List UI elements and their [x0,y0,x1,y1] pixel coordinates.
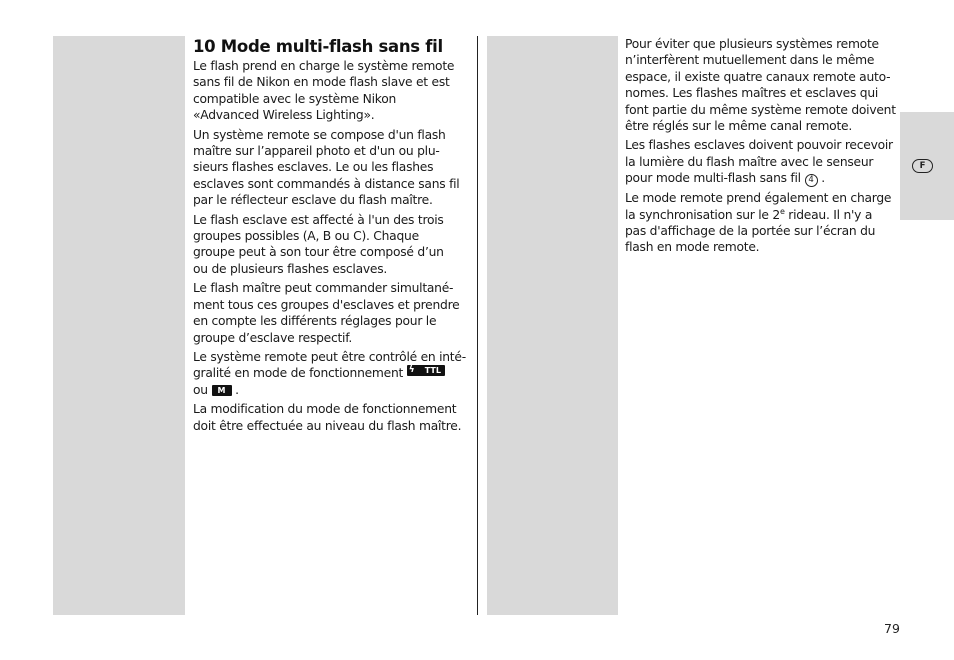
section-title: 10 Mode multi-flash sans fil [193,37,443,56]
text-line: Les flashes esclaves doivent pouvoir recevoir [625,138,893,153]
paragraph [193,127,468,209]
text-line: Pour éviter que plusieurs systèmes remote [625,37,879,51]
text-line: esclaves sont commandés à distance sans fil [193,176,460,191]
text-line: la lumière du flash maître avec le senseur [625,154,874,169]
text-line: Le flash prend en charge le système remote [193,59,455,73]
text-line: groupes possibles (A, B ou C). Chaque [193,229,419,244]
ttl-badge-label: TTL [424,366,441,376]
reference-number-circle: 4 [805,174,818,187]
left-text-column [193,36,468,437]
text-line: en compte les différents réglages pour le [193,314,437,329]
flash-bolt-icon: ϟ [408,365,415,376]
text-line: groupe peut à son tour être composé d’un [193,245,444,260]
text-line: La modification du mode de fonctionnement [193,402,457,417]
middle-margin-band [487,36,618,615]
text-line [625,207,900,223]
left-margin-band [53,36,185,615]
text-segment: la synchronisation sur le 2 [625,207,780,222]
text-line: Le système remote peut être contrôlé en inté- [193,349,466,364]
text-line: flash en mode remote. [625,240,760,255]
right-paragraph-group [625,36,900,134]
text-line: espace, il existe quatre canaux remote auto- [625,69,891,84]
language-tab [900,112,954,220]
text-line: maître sur l’appareil photo et d'un ou plu- [193,144,440,159]
column-divider [477,36,478,615]
text-line: être réglés sur le même canal remote. [625,119,853,134]
text-line [193,365,468,381]
right-text-column [625,36,900,259]
text-segment: ou [193,382,208,397]
text-segment: . [235,382,239,397]
paragraph [193,212,468,278]
text-line: nomes. Les flashes maîtres et esclaves qui [625,86,879,101]
paragraph [193,58,468,124]
text-line: ment tous ces groupes d'esclaves et prendre [193,297,460,312]
text-line: Le flash esclave est affecté à l'un des trois [193,212,444,227]
paragraph-remote-modes [193,349,468,398]
paragraph [193,280,468,346]
text-line: sans fil de Nikon en mode flash slave et est [193,75,450,90]
paragraph [625,36,900,134]
text-line: pas d'affichage de la portée sur l’écran du [625,224,876,239]
text-line: sieurs flashes esclaves. Le ou les flashes [193,160,434,175]
text-segment: gralité en mode de fonctionnement [193,366,404,381]
text-line: Le mode remote prend également en charge [625,191,892,206]
text-line [625,170,900,187]
language-tab-label: F [912,159,933,173]
ttl-mode-badge [407,365,445,376]
text-line: groupe d’esclave respectif. [193,330,353,345]
text-line: doit être effectuée au niveau du flash maître. [193,418,462,433]
text-line: n’interfèrent mutuellement dans le même [625,53,875,68]
text-line: Le flash maître peut commander simultané- [193,281,454,296]
superscript: e [779,206,785,216]
manual-mode-badge: M [212,385,232,396]
paragraph-sensor [625,137,900,187]
text-line: Un système remote se compose d'un flash [193,127,446,142]
text-line: par le réflecteur esclave du flash maître. [193,193,433,208]
text-line: «Advanced Wireless Lighting». [193,108,375,123]
text-segment: rideau. Il n'y a [784,207,873,222]
text-line [193,382,468,398]
paragraph-sync [625,190,900,256]
text-segment: pour mode multi-flash sans fil [625,171,801,186]
left-paragraph-group [193,58,468,346]
text-line: ou de plusieurs flashes esclaves. [193,261,388,276]
paragraph-mode-change [193,401,468,434]
text-segment: . [821,171,825,186]
text-line: font partie du même système remote doivent [625,102,896,117]
text-line: compatible avec le système Nikon [193,91,397,106]
page-number: 79 [884,621,900,636]
